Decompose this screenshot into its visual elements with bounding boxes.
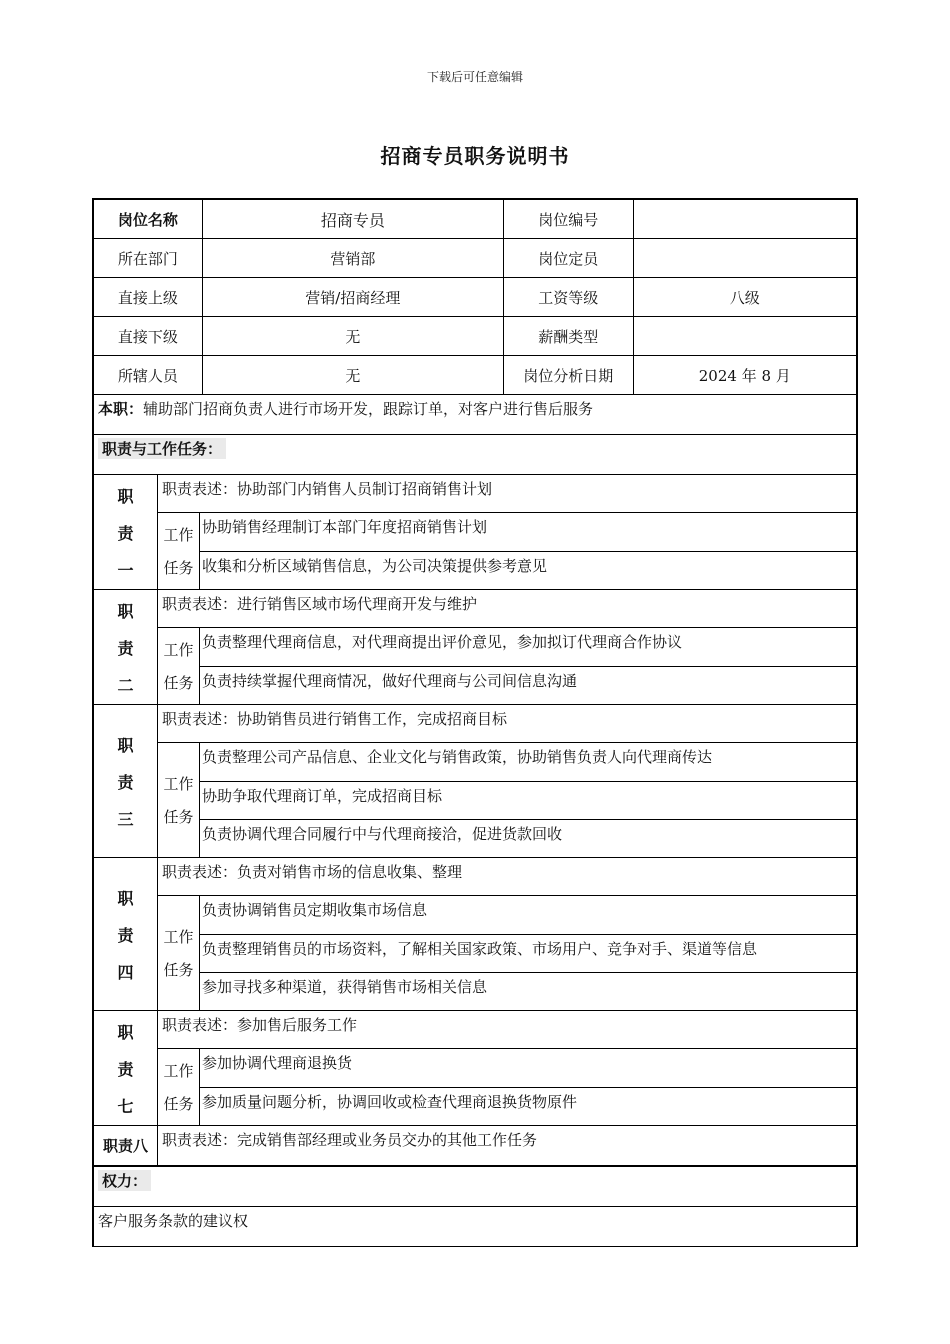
task-item: 负责整理销售员的市场资料，了解相关国家政策、市场用户、竞争对手、渠道等信息 bbox=[200, 934, 856, 972]
duty-body bbox=[158, 1011, 856, 1125]
duty-tasks bbox=[158, 513, 856, 589]
info-row-3 bbox=[94, 278, 856, 317]
task-item: 负责协调代理合同履行中与代理商接洽，促进货款回收 bbox=[200, 819, 856, 857]
duty-body bbox=[158, 590, 856, 704]
duty-label-char: 职 bbox=[117, 601, 134, 621]
basic-info bbox=[94, 200, 856, 395]
value-position-name: 招商专员 bbox=[202, 200, 503, 238]
label-position-code: 岗位编号 bbox=[503, 200, 633, 238]
duty-label-char: 七 bbox=[117, 1096, 134, 1116]
duty-label bbox=[94, 858, 158, 1010]
task-label-part: 任务 bbox=[163, 674, 194, 692]
label-position-name: 岗位名称 bbox=[117, 210, 178, 229]
task-item: 协助销售经理制订本部门年度招商销售计划 bbox=[202, 518, 488, 536]
label-salary-grade: 工资等级 bbox=[503, 278, 633, 316]
authority-heading-label: 权力： bbox=[98, 1170, 151, 1191]
duty-section bbox=[94, 705, 856, 858]
duty-label bbox=[94, 475, 158, 589]
info-row-2 bbox=[94, 239, 856, 278]
task-label bbox=[158, 743, 200, 857]
duty-tasks bbox=[158, 628, 856, 704]
duty-section bbox=[94, 590, 856, 705]
value-headcount bbox=[633, 239, 856, 277]
value-analysis-date: 2024 年 8 月 bbox=[633, 356, 856, 394]
duty-label bbox=[94, 705, 158, 857]
duty-label bbox=[94, 1011, 158, 1125]
value-supervisor: 营销/招商经理 bbox=[202, 278, 503, 316]
task-item: 收集和分析区域销售信息，为公司决策提供参考意见 bbox=[200, 551, 856, 589]
label-pay-type: 薪酬类型 bbox=[503, 317, 633, 355]
value-position-code bbox=[633, 200, 856, 238]
duty-description: 职责表述：协助部门内销售人员制订招商销售计划 bbox=[158, 475, 856, 513]
duty-body bbox=[158, 705, 856, 857]
task-label-part: 任务 bbox=[163, 1095, 194, 1113]
summary-label: 本职： bbox=[98, 400, 144, 418]
duties-heading-label: 职责与工作任务： bbox=[98, 438, 226, 459]
task-list bbox=[200, 743, 856, 857]
duty-label-char: 职 bbox=[117, 888, 134, 908]
task-item: 参加质量问题分析，协调回收或检查代理商退换货物原件 bbox=[200, 1087, 856, 1125]
authority-item: 客户服务条款的建议权 bbox=[98, 1212, 249, 1230]
value-department: 营销部 bbox=[202, 239, 503, 277]
task-label-part: 任务 bbox=[163, 961, 194, 979]
task-label-part: 任务 bbox=[163, 808, 194, 826]
task-label-part: 任务 bbox=[163, 559, 194, 577]
duty-label-char: 一 bbox=[117, 560, 134, 580]
document-title: 招商专员职务说明书 bbox=[380, 144, 570, 168]
label-subordinate: 直接下级 bbox=[117, 327, 178, 346]
task-label bbox=[158, 513, 200, 589]
summary-row bbox=[94, 395, 856, 435]
info-row-1 bbox=[94, 200, 856, 239]
task-list bbox=[200, 896, 856, 1010]
duty-description: 职责表述：参加售后服务工作 bbox=[158, 1011, 856, 1049]
authority-heading bbox=[94, 1167, 856, 1206]
duty-section bbox=[94, 1011, 856, 1126]
summary bbox=[94, 395, 856, 434]
duty-tasks bbox=[158, 743, 856, 857]
value-subordinate: 无 bbox=[202, 317, 503, 355]
job-description-table bbox=[92, 198, 858, 1247]
duty-label-char: 职 bbox=[117, 735, 134, 755]
info-row-4 bbox=[94, 317, 856, 356]
duty-body bbox=[158, 475, 856, 589]
duty-description: 职责表述：协助销售员进行销售工作，完成招商目标 bbox=[158, 705, 856, 743]
duty-label-char: 职 bbox=[117, 1022, 134, 1042]
duty-section bbox=[94, 475, 856, 590]
authority-item-row bbox=[94, 1207, 856, 1247]
duties-list bbox=[94, 475, 856, 1126]
duty-eight-body bbox=[158, 1126, 856, 1165]
task-label-part: 工作 bbox=[163, 1062, 194, 1080]
duty-label-char: 职 bbox=[117, 486, 134, 506]
duty-label-char: 三 bbox=[117, 809, 134, 829]
task-label bbox=[158, 896, 200, 1010]
label-staff: 所辖人员 bbox=[117, 366, 178, 385]
label-headcount: 岗位定员 bbox=[503, 239, 633, 277]
duty-eight-desc: 职责表述：完成销售部经理或业务员交办的其他工作任务 bbox=[162, 1131, 538, 1149]
duty-tasks bbox=[158, 896, 856, 1010]
task-label bbox=[158, 1049, 200, 1125]
task-list bbox=[200, 628, 856, 704]
task-list bbox=[200, 513, 856, 589]
duty-description: 职责表述：负责对销售市场的信息收集、整理 bbox=[158, 858, 856, 896]
task-label bbox=[158, 628, 200, 704]
label-department: 所在部门 bbox=[117, 249, 178, 268]
task-item: 负责整理公司产品信息、企业文化与销售政策，协助销售负责人向代理商传达 bbox=[202, 748, 713, 766]
value-staff: 无 bbox=[202, 356, 503, 394]
task-item: 参加协调代理商退换货 bbox=[202, 1054, 353, 1072]
duty-label-char: 责 bbox=[117, 638, 134, 658]
duty-label-char: 责 bbox=[117, 1059, 134, 1079]
duties-heading bbox=[94, 435, 856, 474]
task-item: 负责协调销售员定期收集市场信息 bbox=[202, 901, 428, 919]
task-item: 负责整理代理商信息，对代理商提出评价意见，参加拟订代理商合作协议 bbox=[202, 633, 683, 651]
info-row-5 bbox=[94, 356, 856, 395]
duty-label-char: 责 bbox=[117, 523, 134, 543]
duty-label-char: 责 bbox=[117, 925, 134, 945]
summary-text: 辅助部门招商负责人进行市场开发，跟踪订单，对客户进行售后服务 bbox=[143, 400, 594, 418]
task-label-part: 工作 bbox=[163, 928, 194, 946]
duty-description: 职责表述：进行销售区域市场代理商开发与维护 bbox=[158, 590, 856, 628]
duty-tasks bbox=[158, 1049, 856, 1125]
task-list bbox=[200, 1049, 856, 1125]
task-item: 协助争取代理商订单，完成招商目标 bbox=[200, 781, 856, 819]
header-note: 下载后可任意编辑 bbox=[426, 70, 523, 84]
value-salary-grade: 八级 bbox=[633, 278, 856, 316]
label-analysis-date: 岗位分析日期 bbox=[503, 356, 633, 394]
task-label-part: 工作 bbox=[163, 775, 194, 793]
value-pay-type bbox=[633, 317, 856, 355]
duty-label-char: 责 bbox=[117, 772, 134, 792]
duty-body bbox=[158, 858, 856, 1010]
task-item: 负责持续掌握代理商情况，做好代理商与公司间信息沟通 bbox=[200, 666, 856, 704]
duty-label-char: 四 bbox=[117, 962, 134, 982]
duty-eight bbox=[94, 1126, 856, 1166]
duty-label-char: 二 bbox=[117, 675, 134, 695]
duty-eight-label: 职责八 bbox=[94, 1126, 158, 1165]
task-item: 参加寻找多种渠道，获得销售市场相关信息 bbox=[200, 972, 856, 1010]
duty-label bbox=[94, 590, 158, 704]
label-supervisor: 直接上级 bbox=[117, 288, 178, 307]
task-label-part: 工作 bbox=[163, 526, 194, 544]
duty-section bbox=[94, 858, 856, 1011]
task-label-part: 工作 bbox=[163, 641, 194, 659]
duties-heading-row bbox=[94, 435, 856, 475]
authority-heading-row bbox=[94, 1166, 856, 1207]
